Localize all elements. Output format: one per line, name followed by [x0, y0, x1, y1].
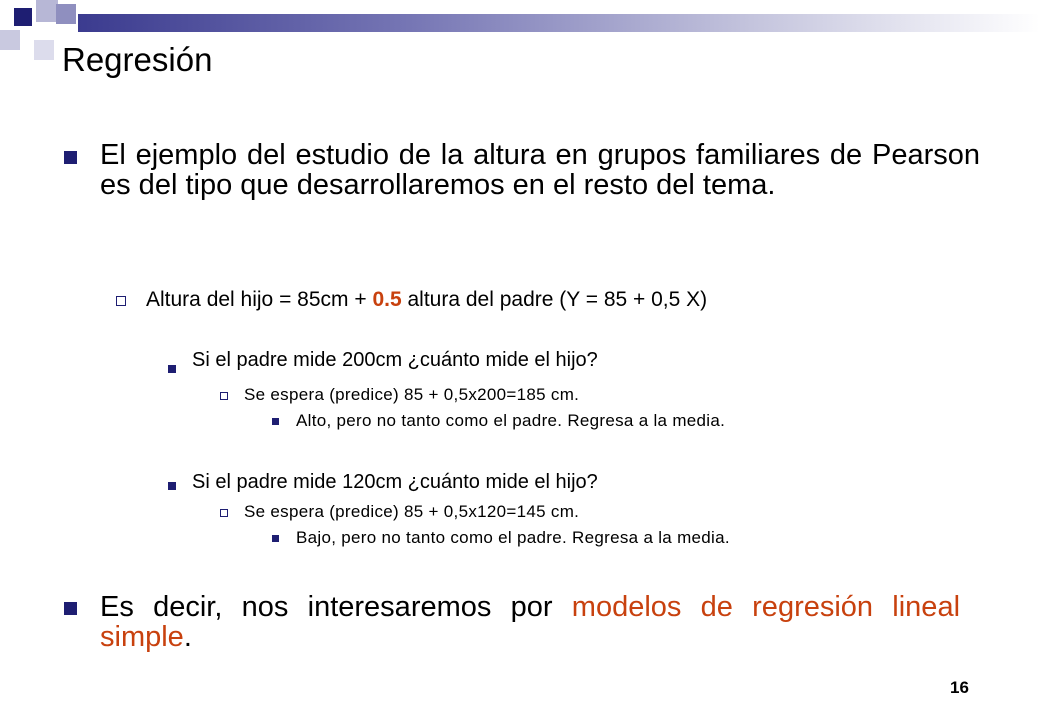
decor-square-dark: [14, 8, 32, 26]
bullet-square-icon: [64, 602, 77, 615]
question-1: Si el padre mide 200cm ¿cuánto mide el hijo?: [192, 349, 598, 371]
question-2: Si el padre mide 120cm ¿cuánto mide el hijo?: [192, 471, 598, 493]
bullet-square-icon: [64, 151, 77, 164]
formula-prefix: Altura del hijo = 85cm +: [146, 288, 373, 311]
formula-coefficient: 0.5: [372, 288, 402, 311]
decor-square-light-2: [0, 30, 20, 50]
slide-title: Regresión: [62, 41, 213, 78]
conclusion-paragraph: [100, 592, 960, 652]
formula-suffix: altura del padre (Y = 85 + 0,5 X): [401, 288, 708, 311]
bullet-hollow-square-icon: [220, 392, 228, 400]
conclusion-highlight: modelos de regresión lineal simple: [100, 591, 961, 653]
bullet-tiny-square-icon: [272, 418, 279, 425]
bullet-hollow-square-icon: [116, 296, 126, 306]
header-gradient-bar: [78, 14, 1040, 32]
decor-square-light: [36, 0, 58, 22]
decor-square-pale: [34, 40, 54, 60]
intro-paragraph: El ejemplo del estudio de la altura en grupos familiares de Pearson es del tipo que desarrollaremos en el resto del tema.: [100, 139, 980, 201]
page-number: 16: [950, 678, 969, 697]
formula-line: [146, 287, 707, 313]
prediction-1: Se espera (predice) 85 + 0,5x200=185 cm.: [244, 385, 580, 404]
bullet-tiny-square-icon: [272, 535, 279, 542]
conclusion-prefix: Es decir, nos interesaremos por: [100, 591, 572, 623]
conclusion-suffix: .: [183, 621, 192, 653]
bullet-small-square-icon: [168, 482, 176, 490]
decor-square-mid: [56, 4, 76, 24]
prediction-2: Se espera (predice) 85 + 0,5x120=145 cm.: [244, 502, 580, 521]
bullet-hollow-square-icon: [220, 509, 228, 517]
comment-2: Bajo, pero no tanto como el padre. Regresa a la media.: [296, 528, 730, 547]
comment-1: Alto, pero no tanto como el padre. Regresa a la media.: [296, 411, 726, 430]
bullet-small-square-icon: [168, 365, 176, 373]
